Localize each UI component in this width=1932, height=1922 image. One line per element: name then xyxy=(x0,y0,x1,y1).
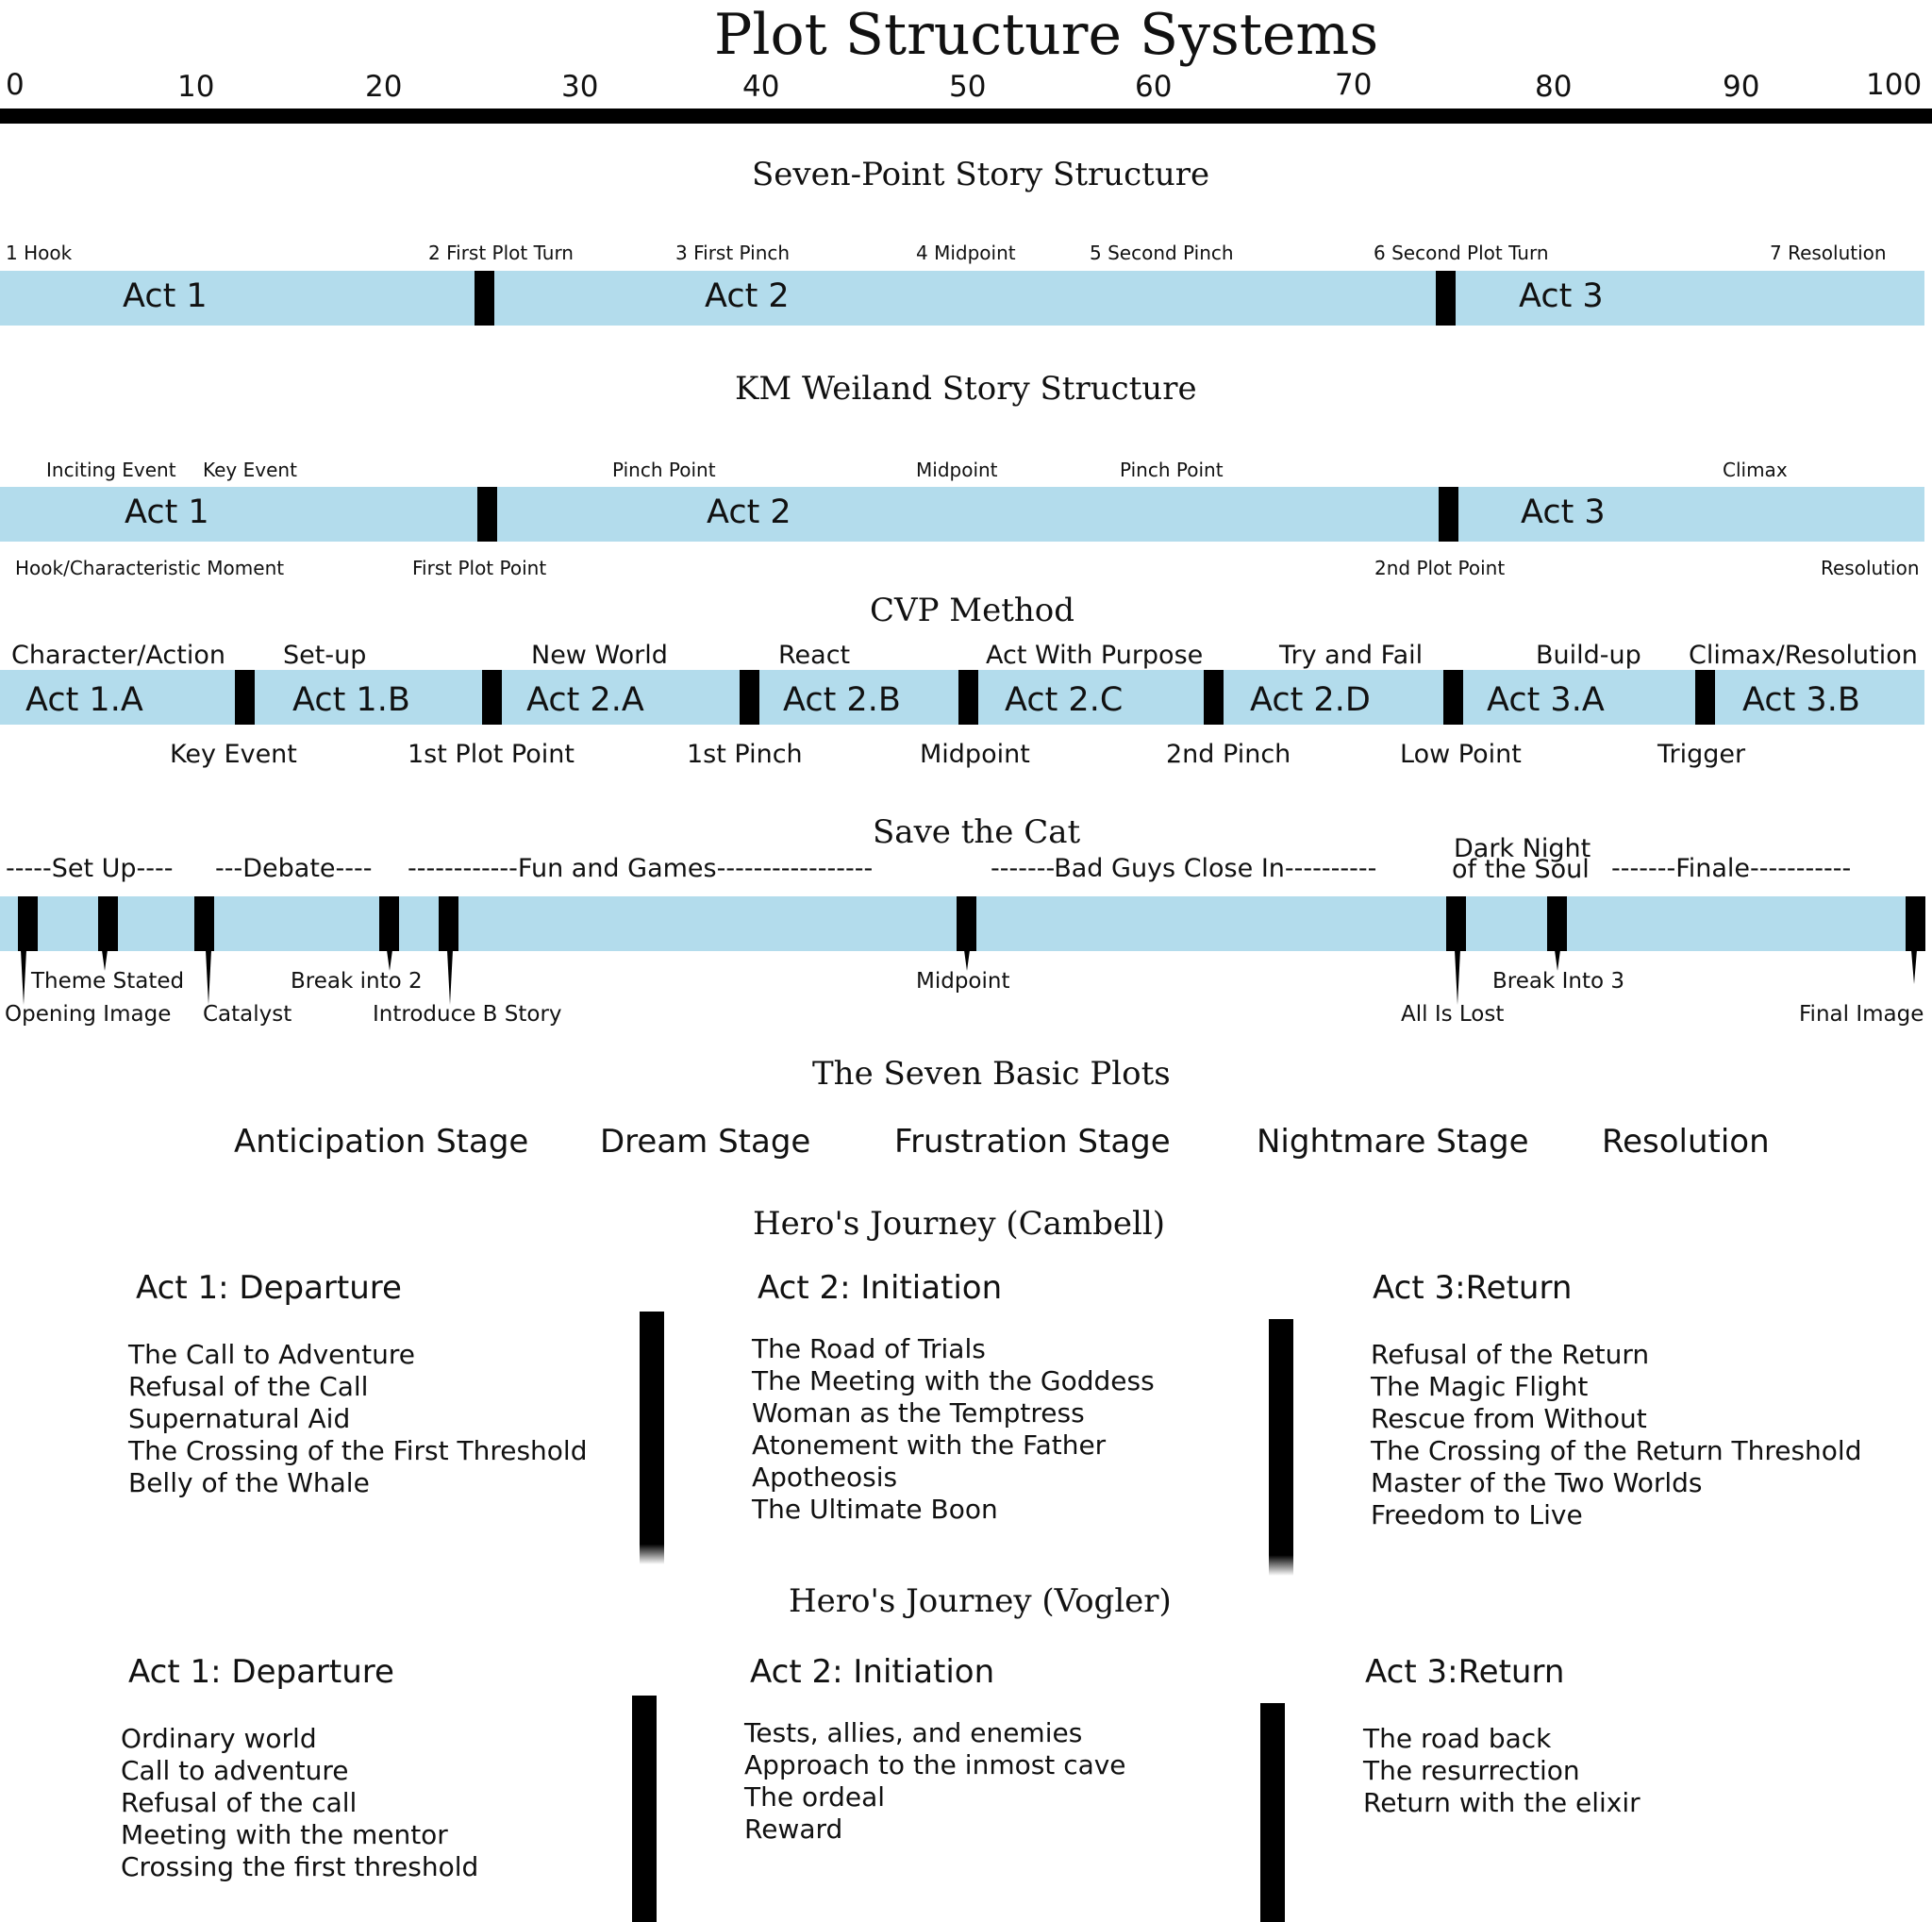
beat-marker xyxy=(379,896,399,951)
save-the-cat-title: Save the Cat xyxy=(873,813,1081,851)
vogler-item: The resurrection xyxy=(1363,1755,1580,1786)
save-the-cat-beat: Catalyst xyxy=(203,1002,292,1027)
campbell-item: Atonement with the Father xyxy=(752,1429,1107,1461)
ruler-tick: 20 xyxy=(365,70,403,104)
save-the-cat-section: -----Set Up---- xyxy=(6,854,174,883)
ruler-tick: 40 xyxy=(742,70,780,104)
cvp-act: Act 2.C xyxy=(1005,681,1124,719)
cvp-divider xyxy=(958,670,978,725)
seven-point-label: 2 First Plot Turn xyxy=(428,242,574,264)
km-weiland-label: Pinch Point xyxy=(1120,459,1224,481)
vogler-act-heading: Act 2: Initiation xyxy=(750,1653,995,1691)
campbell-item: The Road of Trials xyxy=(752,1333,986,1364)
save-the-cat-beat: Opening Image xyxy=(5,1002,172,1027)
save-the-cat-beat: Introduce B Story xyxy=(373,1002,562,1027)
seven-point-act: Act 2 xyxy=(705,277,790,315)
vogler-item: Refusal of the call xyxy=(121,1787,358,1818)
campbell-title: Hero's Journey (Cambell) xyxy=(753,1205,1166,1243)
seven-point-act: Act 1 xyxy=(123,277,208,315)
cvp-label: Act With Purpose xyxy=(986,641,1204,670)
vogler-divider xyxy=(632,1696,657,1922)
km-weiland-act: Act 3 xyxy=(1521,493,1606,531)
campbell-item: Refusal of the Call xyxy=(128,1371,369,1402)
km-weiland-label: Hook/Characteristic Moment xyxy=(15,557,285,579)
cvp-label: React xyxy=(778,641,851,670)
vogler-title: Hero's Journey (Vogler) xyxy=(789,1582,1172,1620)
campbell-divider xyxy=(1269,1319,1293,1576)
ruler-tick: 10 xyxy=(177,70,215,104)
km-weiland-label: Midpoint xyxy=(916,459,998,481)
ruler-tick: 100 xyxy=(1866,68,1923,102)
campbell-item: The Crossing of the Return Threshold xyxy=(1371,1435,1862,1466)
cvp-act: Act 2.D xyxy=(1250,681,1371,719)
beat-marker xyxy=(1446,896,1466,951)
cvp-divider xyxy=(235,670,255,725)
save-the-cat-section: Dark Night xyxy=(1454,834,1591,863)
ruler-bar xyxy=(0,109,1932,124)
campbell-act-heading: Act 2: Initiation xyxy=(758,1269,1003,1307)
cvp-act: Act 3.B xyxy=(1742,681,1860,719)
vogler-act-heading: Act 1: Departure xyxy=(128,1653,394,1691)
seven-basic-stage: Resolution xyxy=(1602,1123,1770,1161)
cvp-label: 1st Pinch xyxy=(687,740,803,769)
seven-basic-stage: Dream Stage xyxy=(600,1123,811,1161)
ruler-tick: 70 xyxy=(1335,68,1373,102)
save-the-cat-beat: Final Image xyxy=(1799,1002,1924,1027)
km-weiland-label: Inciting Event xyxy=(46,459,176,481)
cvp-label: Low Point xyxy=(1400,740,1522,769)
seven-basic-title: The Seven Basic Plots xyxy=(812,1055,1171,1093)
campbell-item: The Call to Adventure xyxy=(128,1339,415,1370)
cvp-act: Act 3.A xyxy=(1487,681,1605,719)
campbell-item: The Magic Flight xyxy=(1371,1371,1589,1402)
beat-marker xyxy=(18,896,38,951)
beat-needle xyxy=(964,950,970,971)
cvp-label: Build-up xyxy=(1536,641,1641,670)
seven-point-label: 1 Hook xyxy=(6,242,73,264)
seven-point-divider xyxy=(1436,271,1456,326)
ruler-tick: 80 xyxy=(1535,70,1573,104)
km-weiland-label: Resolution xyxy=(1821,557,1920,579)
vogler-item: Approach to the inmost cave xyxy=(744,1749,1126,1780)
campbell-item: The Meeting with the Goddess xyxy=(752,1365,1155,1396)
campbell-item: Rescue from Without xyxy=(1371,1403,1647,1434)
beat-needle xyxy=(21,950,26,1005)
beat-marker xyxy=(98,896,118,951)
cvp-title: CVP Method xyxy=(870,592,1074,629)
beat-marker xyxy=(1547,896,1567,951)
save-the-cat-section: ---Debate---- xyxy=(215,854,373,883)
seven-point-act: Act 3 xyxy=(1519,277,1604,315)
page-title: Plot Structure Systems xyxy=(714,2,1379,68)
beat-needle xyxy=(1555,950,1560,971)
beat-marker xyxy=(194,896,214,951)
cvp-divider xyxy=(482,670,502,725)
km-weiland-label: First Plot Point xyxy=(412,557,547,579)
campbell-divider xyxy=(640,1312,664,1564)
campbell-item: Apotheosis xyxy=(752,1462,898,1493)
ruler-tick: 0 xyxy=(6,68,25,102)
beat-marker xyxy=(957,896,976,951)
cvp-label: Try and Fail xyxy=(1279,641,1424,670)
save-the-cat-beat: All Is Lost xyxy=(1401,1002,1505,1027)
save-the-cat-beat: Break Into 3 xyxy=(1492,969,1624,994)
save-the-cat-section: -------Finale----------- xyxy=(1611,854,1852,883)
cvp-label: New World xyxy=(531,641,668,670)
campbell-item: The Ultimate Boon xyxy=(752,1494,998,1525)
ruler-tick: 50 xyxy=(949,70,987,104)
seven-point-label: 7 Resolution xyxy=(1770,242,1887,264)
beat-marker xyxy=(439,896,458,951)
campbell-item: The Crossing of the First Threshold xyxy=(128,1435,588,1466)
vogler-item: Reward xyxy=(744,1813,843,1845)
vogler-act-heading: Act 3:Return xyxy=(1365,1653,1565,1691)
save-the-cat-section: ------------Fun and Games----------------- xyxy=(408,854,874,883)
cvp-label: Midpoint xyxy=(920,740,1030,769)
vogler-item: The road back xyxy=(1363,1723,1552,1754)
campbell-item: Supernatural Aid xyxy=(128,1403,351,1434)
beat-marker xyxy=(1906,896,1925,951)
beat-needle xyxy=(206,950,211,1005)
cvp-label: 2nd Pinch xyxy=(1166,740,1291,769)
beat-needle xyxy=(387,950,392,971)
cvp-label: Character/Action xyxy=(11,641,225,670)
vogler-item: The ordeal xyxy=(744,1781,886,1813)
campbell-item: Refusal of the Return xyxy=(1371,1339,1650,1370)
km-weiland-divider xyxy=(1439,487,1458,542)
cvp-divider xyxy=(1204,670,1224,725)
cvp-divider xyxy=(740,670,759,725)
seven-point-label: 4 Midpoint xyxy=(916,242,1016,264)
cvp-act: Act 2.B xyxy=(783,681,901,719)
campbell-item: Freedom to Live xyxy=(1371,1499,1583,1530)
vogler-item: Return with the elixir xyxy=(1363,1787,1641,1818)
campbell-item: Belly of the Whale xyxy=(128,1467,370,1498)
seven-basic-stage: Frustration Stage xyxy=(894,1123,1171,1161)
km-weiland-act: Act 2 xyxy=(707,493,791,531)
cvp-label: Set-up xyxy=(283,641,367,670)
cvp-label: Climax/Resolution xyxy=(1689,641,1918,670)
beat-needle xyxy=(1455,950,1460,1005)
km-weiland-label: 2nd Plot Point xyxy=(1374,557,1506,579)
save-the-cat-beat: Break into 2 xyxy=(291,969,423,994)
seven-point-label: 3 First Pinch xyxy=(675,242,791,264)
cvp-label: 1st Plot Point xyxy=(408,740,575,769)
seven-point-divider xyxy=(475,271,494,326)
cvp-divider xyxy=(1443,670,1463,725)
km-weiland-label: Climax xyxy=(1723,459,1788,481)
campbell-act-heading: Act 1: Departure xyxy=(136,1269,402,1307)
km-weiland-label: Pinch Point xyxy=(612,459,716,481)
seven-point-label: 6 Second Plot Turn xyxy=(1374,242,1549,264)
campbell-item: Woman as the Temptress xyxy=(752,1397,1085,1429)
seven-basic-stage: Nightmare Stage xyxy=(1257,1123,1529,1161)
cvp-act: Act 1.B xyxy=(292,681,410,719)
vogler-divider xyxy=(1260,1703,1285,1922)
save-the-cat-beat: Midpoint xyxy=(916,969,1010,994)
ruler-tick: 30 xyxy=(561,70,599,104)
cvp-act: Act 2.A xyxy=(526,681,644,719)
cvp-label: Key Event xyxy=(170,740,297,769)
km-weiland-label: Key Event xyxy=(203,459,297,481)
ruler-tick: 90 xyxy=(1723,70,1760,104)
beat-needle xyxy=(1911,950,1917,984)
vogler-item: Crossing the first threshold xyxy=(121,1851,479,1882)
save-the-cat-section: of the Soul xyxy=(1452,855,1590,884)
km-weiland-divider xyxy=(477,487,497,542)
km-weiland-act: Act 1 xyxy=(125,493,209,531)
cvp-divider xyxy=(1695,670,1715,725)
campbell-item: Master of the Two Worlds xyxy=(1371,1467,1703,1498)
vogler-item: Ordinary world xyxy=(121,1723,317,1754)
ruler-tick: 60 xyxy=(1135,70,1173,104)
save-the-cat-section: -------Bad Guys Close In---------- xyxy=(991,854,1377,883)
seven-point-band xyxy=(0,271,1924,326)
vogler-item: Call to adventure xyxy=(121,1755,349,1786)
cvp-act: Act 1.A xyxy=(25,681,143,719)
km-weiland-band xyxy=(0,487,1924,542)
campbell-act-heading: Act 3:Return xyxy=(1373,1269,1573,1307)
beat-needle xyxy=(102,950,108,971)
seven-basic-stage: Anticipation Stage xyxy=(234,1123,529,1161)
beat-needle xyxy=(447,950,453,1005)
vogler-item: Tests, allies, and enemies xyxy=(744,1717,1083,1748)
vogler-item: Meeting with the mentor xyxy=(121,1819,448,1850)
seven-point-label: 5 Second Pinch xyxy=(1090,242,1234,264)
save-the-cat-beat: Theme Stated xyxy=(31,969,185,994)
km-weiland-title: KM Weiland Story Structure xyxy=(735,370,1197,408)
seven-point-title: Seven-Point Story Structure xyxy=(752,156,1210,193)
cvp-label: Trigger xyxy=(1657,740,1746,769)
